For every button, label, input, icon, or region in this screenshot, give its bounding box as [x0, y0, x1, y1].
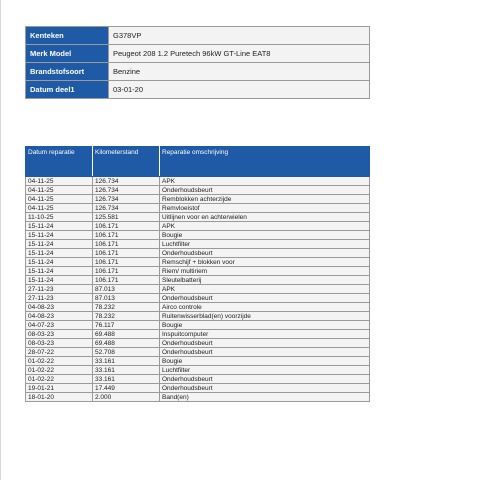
repair-date-cell: 19-01-21: [26, 384, 93, 393]
repair-km-cell: 126.734: [93, 195, 160, 204]
repair-description-cell: Onderhoudsbeurt: [160, 384, 370, 393]
repair-km-cell: 69.488: [93, 339, 160, 348]
table-row: [26, 303, 370, 312]
vehicle-info-label: Datum deel1: [26, 81, 109, 99]
table-row: [26, 258, 370, 267]
repair-km-cell: 106.171: [93, 276, 160, 285]
repair-description-cell: Onderhoudsbeurt: [160, 339, 370, 348]
repair-date-cell: 01-02-22: [26, 375, 93, 384]
repair-date-cell: 04-11-25: [26, 204, 93, 213]
vehicle-info-row: [26, 81, 370, 99]
repair-km-cell: 33.161: [93, 357, 160, 366]
table-row: [26, 240, 370, 249]
repair-date-cell: 28-07-22: [26, 348, 93, 357]
repair-km-cell: 106.171: [93, 249, 160, 258]
vehicle-info-value: Peugeot 208 1.2 Puretech 96kW GT-Line EAT8: [109, 45, 370, 63]
repair-description-cell: Bougie: [160, 357, 370, 366]
table-row: [26, 393, 370, 402]
vehicle-info-label: Merk Model: [26, 45, 109, 63]
repair-description-cell: Ruitenwisserblad(en) voorzijde: [160, 312, 370, 321]
table-row: [26, 231, 370, 240]
repair-description-cell: Luchtfilter: [160, 366, 370, 375]
header-reparatie-omschrijving: Reparatie omschrijving: [160, 147, 370, 177]
table-row: [26, 249, 370, 258]
repair-km-cell: 106.171: [93, 240, 160, 249]
table-row: [26, 222, 370, 231]
repair-description-cell: Onderhoudsbeurt: [160, 348, 370, 357]
repair-km-cell: 78.232: [93, 312, 160, 321]
repair-description-cell: Remvloeistof: [160, 204, 370, 213]
repair-km-cell: 17.449: [93, 384, 160, 393]
vehicle-info-row: [26, 45, 370, 63]
repair-km-cell: 76.117: [93, 321, 160, 330]
repair-description-cell: Inspuitcomputer: [160, 330, 370, 339]
repair-km-cell: 33.161: [93, 375, 160, 384]
repair-description-cell: APK: [160, 285, 370, 294]
repair-km-cell: 87.013: [93, 285, 160, 294]
header-datum-reparatie: Datum reparatie: [26, 147, 93, 177]
vehicle-info-label: Kenteken: [26, 27, 109, 45]
repair-description-cell: Sleutelbatterij: [160, 276, 370, 285]
table-row: [26, 312, 370, 321]
table-row: [26, 195, 370, 204]
repair-description-cell: Onderhoudsbeurt: [160, 375, 370, 384]
vehicle-info-body: [26, 27, 370, 99]
vehicle-info-label: Brandstofsoort: [26, 63, 109, 81]
repair-km-cell: 52.708: [93, 348, 160, 357]
repair-date-cell: 15-11-24: [26, 276, 93, 285]
repair-date-cell: 15-11-24: [26, 267, 93, 276]
repair-km-cell: 126.734: [93, 177, 160, 186]
repair-header-row: [26, 147, 370, 177]
repair-description-cell: Onderhoudsbeurt: [160, 294, 370, 303]
repair-date-cell: 15-11-24: [26, 240, 93, 249]
repair-date-cell: 27-11-23: [26, 294, 93, 303]
table-row: [26, 330, 370, 339]
repair-description-cell: Airco controle: [160, 303, 370, 312]
page-edge: [0, 0, 1, 480]
table-row: [26, 375, 370, 384]
table-row: [26, 213, 370, 222]
repair-description-cell: APK: [160, 222, 370, 231]
repair-description-cell: Onderhoudsbeurt: [160, 249, 370, 258]
table-row: [26, 321, 370, 330]
repair-description-cell: Remblokken achterzijde: [160, 195, 370, 204]
table-row: [26, 267, 370, 276]
vehicle-info-row: [26, 27, 370, 45]
table-row: [26, 186, 370, 195]
repair-date-cell: 27-11-23: [26, 285, 93, 294]
repair-description-cell: APK: [160, 177, 370, 186]
repair-km-cell: 106.171: [93, 222, 160, 231]
repair-date-cell: 08-03-23: [26, 330, 93, 339]
table-row: [26, 366, 370, 375]
repair-description-cell: Riem/ multiriem: [160, 267, 370, 276]
repair-date-cell: 18-01-20: [26, 393, 93, 402]
repair-km-cell: 2.000: [93, 393, 160, 402]
table-row: [26, 177, 370, 186]
repair-description-cell: Bougie: [160, 231, 370, 240]
repair-date-cell: 04-08-23: [26, 303, 93, 312]
repair-km-cell: 87.013: [93, 294, 160, 303]
table-row: [26, 339, 370, 348]
repair-date-cell: 08-03-23: [26, 339, 93, 348]
repair-date-cell: 15-11-24: [26, 258, 93, 267]
repair-km-cell: 69.488: [93, 330, 160, 339]
table-row: [26, 384, 370, 393]
table-row: [26, 294, 370, 303]
repair-date-cell: 04-11-25: [26, 177, 93, 186]
table-row: [26, 285, 370, 294]
table-row: [26, 348, 370, 357]
header-kilometerstand: Kilometerstand: [93, 147, 160, 177]
repair-date-cell: 11-10-25: [26, 213, 93, 222]
repair-km-cell: 106.171: [93, 258, 160, 267]
table-row: [26, 276, 370, 285]
repair-date-cell: 04-11-25: [26, 186, 93, 195]
table-row: [26, 204, 370, 213]
repair-date-cell: 15-11-24: [26, 222, 93, 231]
repair-description-cell: Bougie: [160, 321, 370, 330]
repair-km-cell: 33.161: [93, 366, 160, 375]
repair-date-cell: 04-08-23: [26, 312, 93, 321]
repair-km-cell: 125.581: [93, 213, 160, 222]
repair-description-cell: Luchtfilter: [160, 240, 370, 249]
repair-km-cell: 126.734: [93, 186, 160, 195]
repair-km-cell: 106.171: [93, 231, 160, 240]
vehicle-info-value: 03-01-20: [109, 81, 370, 99]
repair-description-cell: Band(en): [160, 393, 370, 402]
vehicle-info-value: Benzine: [109, 63, 370, 81]
vehicle-info-value: G378VP: [109, 27, 370, 45]
repair-description-cell: Remschijf + blokken voor: [160, 258, 370, 267]
repair-km-cell: 78.232: [93, 303, 160, 312]
repair-date-cell: 15-11-24: [26, 249, 93, 258]
repair-date-cell: 04-07-23: [26, 321, 93, 330]
repair-date-cell: 15-11-24: [26, 231, 93, 240]
repair-history-table: [25, 146, 370, 402]
vehicle-info-table: [25, 26, 370, 99]
repair-history-body: [26, 177, 370, 402]
repair-description-cell: Uitlijnen voor en achterwielen: [160, 213, 370, 222]
repair-km-cell: 106.171: [93, 267, 160, 276]
repair-date-cell: 04-11-25: [26, 195, 93, 204]
repair-km-cell: 126.734: [93, 204, 160, 213]
vehicle-info-row: [26, 63, 370, 81]
table-row: [26, 357, 370, 366]
repair-date-cell: 01-02-22: [26, 357, 93, 366]
repair-description-cell: Onderhoudsbeurt: [160, 186, 370, 195]
repair-date-cell: 01-02-22: [26, 366, 93, 375]
